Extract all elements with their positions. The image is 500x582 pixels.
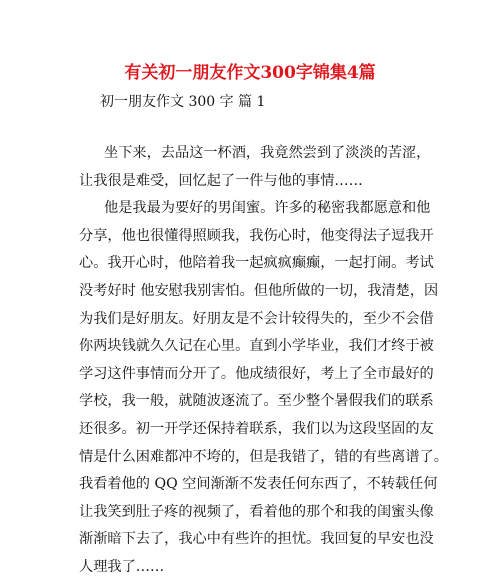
body-line: 为我们是好朋友。好朋友是不会计较得失的，至少不会借: [79, 310, 434, 327]
body-line: 分享，他也很懂得照顾我，我伤心时，他变得法子逗我开: [79, 227, 434, 244]
body-line: 我看着他的 QQ 空间渐渐不发表任何东西了，不转载任何: [79, 476, 438, 493]
body-line: 没考好时 他安慰我别害怕。但他所做的一切，我清楚，因: [79, 282, 439, 299]
body-line: 学校，我一般，就随波逐流了。至少整个暑假我们的联系: [79, 393, 434, 410]
body-line: 他是我最为要好的男闺蜜。许多的秘密我都愿意和他: [104, 200, 431, 217]
document-title: 有关初一朋友作文300字锦集4篇: [124, 63, 376, 83]
body-line: 情是什么困难都冲不垮的，但是我错了，错的有些离谱了。: [79, 448, 448, 465]
body-line: 学习这件事情而分开了。他成绩很好，考上了全市最好的: [79, 365, 434, 382]
body-line: 你两块钱就久久记在心里。直到小学毕业，我们才终于被: [79, 338, 434, 355]
body-line: 人理我了……: [79, 558, 165, 575]
body-line: 还很多。初一开学还保持着联系，我们以为这段坚固的友: [79, 420, 434, 437]
document-subtitle: 初一朋友作文 300 字 篇 1: [100, 94, 266, 110]
body-line: 渐渐暗下去了，我心中有些许的担忧。我回复的早安也没: [79, 531, 434, 548]
body-line: 让我笑到肚子疼的视频了，看着他的那个和我的闺蜜头像: [79, 503, 434, 520]
document-body: [79, 140, 448, 582]
body-line: 让我很是难受，回忆起了一件与他的事情……: [79, 172, 363, 189]
body-line: 坐下来，去品这一杯酒，我竟然尝到了淡淡的苦涩，: [104, 145, 431, 161]
body-line: 心。我开心时，他陪着我一起疯疯癫癫，一起打闹。考试: [79, 255, 434, 272]
